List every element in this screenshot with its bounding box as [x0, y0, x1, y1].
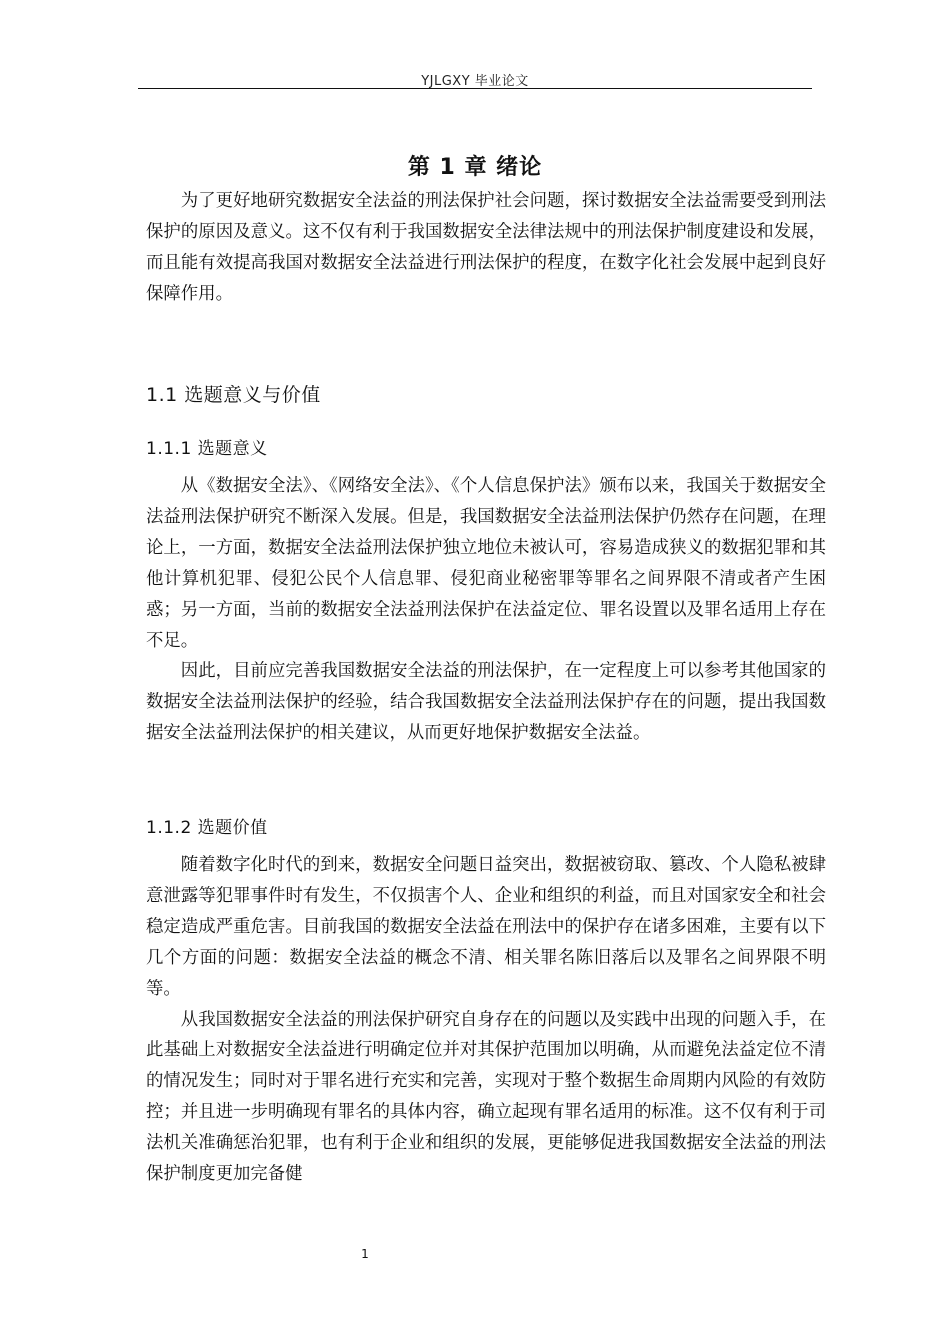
intro-paragraph: 为了更好地研究数据安全法益的刑法保护社会问题，探讨数据安全法益需要受到刑法保护的原因及意义。这不仅有利于我国数据安全法律法规中的刑法保护制度建设和发展，而且能有效提高我国对数据安全法益进行刑法保护的程度，在数字化社会发展中起到良好保障作用。	[146, 191, 826, 304]
paragraph: 随着数字化时代的到来，数据安全问题日益突出，数据被窃取、篡改、个人隐私被肆意泄露等犯罪事件时有发生，不仅损害个人、企业和组织的利益，而且对国家安全和社会稳定造成严重危害。目前我国的数据安全法益在刑法中的保护存在诸多困难，主要有以下几个方面的问题：数据安全法益的概念不清、相关罪名陈旧落后以及罪名之间界限不明等。	[146, 855, 826, 999]
header-rule	[138, 88, 812, 89]
section-heading-1-1-2: 1.1.2 选题价值	[146, 818, 268, 838]
paragraph: 从我国数据安全法益的刑法保护研究自身存在的问题以及实践中出现的问题入手，在此基础上对数据安全法益进行明确定位并对其保护范围加以明确，从而避免法益定位不清的情况发生；同时对于罪名进行充实和完善，实现对于整个数据生命周期内风险的有效防控；并且进一步明确现有罪名的具体内容，确立起现有罪名适用的标准。这不仅有利于司法机关准确惩治犯罪，也有利于企业和组织的发展，更能够促进我国数据安全法益的刑法保护制度更加完备健	[146, 1009, 826, 1185]
section-heading-1-1: 1.1 选题意义与价值	[146, 384, 321, 406]
chapter-title: 第 1 章 绪论	[407, 155, 543, 180]
section-heading-1-1-1: 1.1.1 选题意义	[146, 439, 268, 459]
paragraph: 因此，目前应完善我国数据安全法益的刑法保护，在一定程度上可以参考其他国家的数据安全法益刑法保护的经验，结合我国数据安全法益刑法保护存在的问题，提出我国数据安全法益刑法保护的相关建议，从而更好地保护数据安全法益。	[146, 661, 826, 744]
page-header: YJLGXY 毕业论文	[421, 74, 529, 89]
section-1-1-1-body	[146, 471, 826, 749]
intro-block	[146, 186, 826, 310]
page-number: 1	[361, 1247, 369, 1261]
section-1-1-2-body	[146, 850, 826, 1190]
paragraph: 从《数据安全法》、《网络安全法》、《个人信息保护法》颁布以来，我国关于数据安全法益刑法保护研究不断深入发展。但是，我国数据安全法益刑法保护仍然存在问题，在理论上，一方面，数据安全法益刑法保护独立地位未被认可，容易造成狭义的数据犯罪和其他计算机犯罪、侵犯公民个人信息罪、侵犯商业秘密罪等罪名之间界限不清或者产生困惑；另一方面，当前的数据安全法益刑法保护在法益定位、罪名设置以及罪名适用上存在不足。	[146, 476, 826, 651]
